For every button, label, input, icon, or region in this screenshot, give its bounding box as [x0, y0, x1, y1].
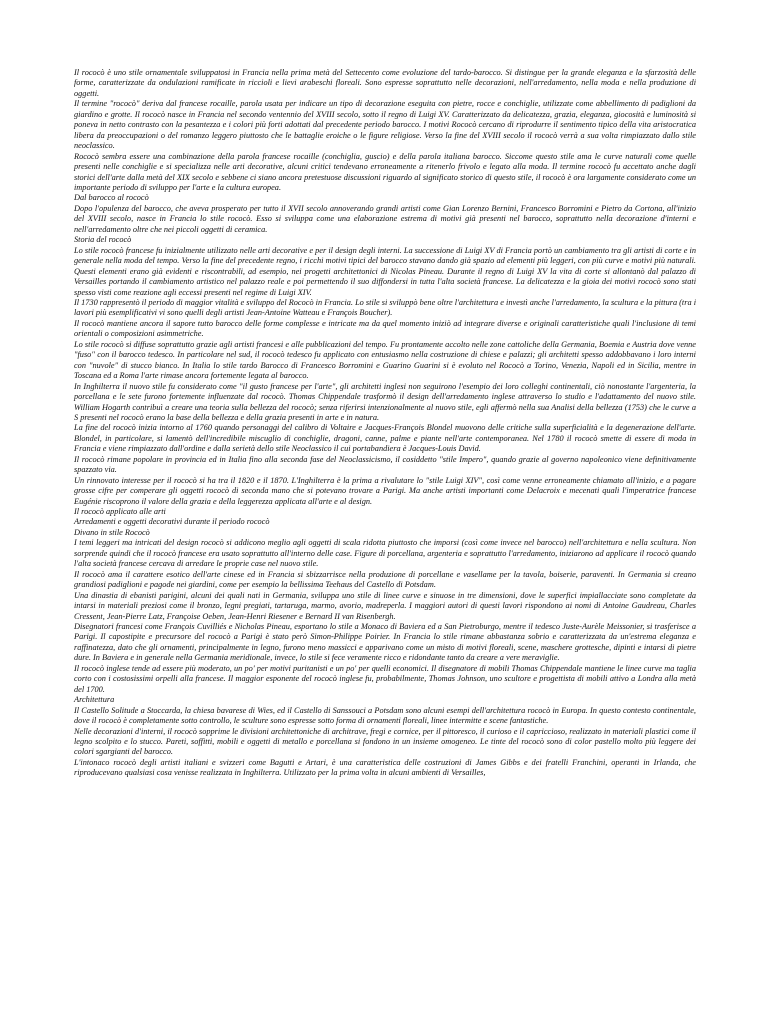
paragraph: Il rococò inglese tende ad essere più moderato, un po' per motivi puritanisti e un po' per quelli economici. Il disegnatore di mobili Thomas Chippendale mantiene le linee curve ma taglia corto con i costosissimi orpelli alla francese. Il maggior esponente del rococò inglese fu, probabilmente, Thomas Johnson, uno scultore e progettista di mobili attivo a Londra alla metà del 1700. — [74, 663, 696, 694]
paragraph: L'intonaco rococò degli artisti italiani e svizzeri come Bagutti e Artari, è una caratteristica delle costruzioni di James Gibbs e dei fratelli Franchini, operanti in Irlanda, che riproducevano qualsiasi cosa venisse realizzata in Inghilterra. Utilizzato per la prima volta in alcuni ambienti di Versailles, — [74, 757, 696, 778]
paragraph: Il rococò è uno stile ornamentale sviluppatosi in Francia nella prima metà del Settecento come evoluzione del tardo-barocco. Si distingue per la grande eleganza e la sfarzosità delle forme, caratterizzate da ondulazioni ramificate in riccioli e lievi arabeschi floreali. Sono espresse soprattutto nelle decorazioni, nell'arredamento, nella moda e nella produzione di oggetti. — [74, 68, 696, 98]
paragraph: Una dinastia di ebanisti parigini, alcuni dei quali nati in Germania, sviluppa uno stile di linee curve e sinuose in tre dimensioni, dove le superfici impiallacciate sono completate da intarsi in materiali preziosi come il bronzo, legni pregiati, tartaruga, marmo, avorio, madreperla. I maggiori autori di questi lavori rispondono ai nomi di Antoine Gaudreau, Charles Cressent, Jean-Pierre Latz, Françoise Oeben, Jean-Henri Riesener e Bernard II van Risenbergh. — [74, 590, 696, 621]
paragraph: I temi leggeri ma intricati del design rococò si addicono meglio agli oggetti di scala ridotta piuttosto che imporsi (così come invece nel barocco) nell'architettura e nella scultura. Non sorprende quindi che il rococò francese era usato soprattutto all'interno delle case. Figure di porcellana, argenteria e soprattutto l'arredamento, iniziarono ad applicare il rococò quando l'alta società francese cercava di arredare le proprie case nel nuovo stile. — [74, 538, 696, 569]
paragraph: Il 1730 rappresentò il periodo di maggior vitalità e sviluppo del Rococò in Francia. Lo stile si sviluppò bene oltre l'architettura e investì anche l'arredamento, la scultura e la pittura (tra i lavori più esemplificativi vi sono quelli degli artisti Jean-Antoine Watteau e François Boucher). — [74, 297, 696, 318]
paragraph: Disegnatori francesi come François Cuvilliés e Nicholas Pineau, esportano lo stile a Monaco di Baviera ed a San Pietroburgo, mentre il tedesco Juste-Aurèle Meissonier, si trasferisce a Parigi. Il capostipite e precursore del rococò a Parigi è stato però Simon-Philippe Poirier. In Francia lo stile rimane abbastanza sobrio e caratterizzata da un'estrema eleganza e raffinatezza, dato che gli ornamenti, principalmente in legno, furono meno massicci e apparivano come un misto di motivi floreali, scene, maschere grottesche, dipinti e intarsi di pietre dure. In Baviera e in generale nella Germania meridionale, invece, lo stile si fece veramente ricco e ridondante tanto da creare a vere meraviglie. — [74, 622, 696, 663]
paragraph: Divano in stile Rococò — [74, 527, 150, 537]
paragraph: Storia del rococò — [74, 235, 132, 245]
document-body — [74, 68, 696, 779]
paragraph: Il termine "rococò" deriva dal francese rocaille, parola usata per indicare un tipo di decorazione eseguita con pietre, rocce e conchiglie, utilizzate come abbellimento di padiglioni da giardino e grotte. Il rococò nasce in Francia nel secondo ventennio del XVIII secolo, sotto il regno di Luigi XV. Caratterizzato da delicatezza, grazia, eleganza, giocosità e luminosità si poneva in netto contrasto con la pesantezza e i colori più forti adottati dal precedente periodo barocco. I motivi Rococò cercano di riprodurre il sentimento tipico della vita aristocratica libera da preoccupazioni o del romanzo leggero piuttosto che le battaglie eroiche o le figure religiose. Verso la fine del XVIII secolo il rococò verrà a sua volta rimpiazzato dallo stile neoclassico. — [74, 99, 696, 151]
paragraph: Architettura — [74, 695, 115, 705]
paragraph: Il Castello Solitude a Stoccarda, la chiesa bavarese di Wies, ed il Castello di Sanssouci a Potsdam sono alcuni esempi dell'architettura rococò in Europa. In questo contesto continentale, dove il rococò è completamente sotto controllo, le sculture sono espresse sotto forma di ornamenti floreali, linee intermitte e scene fantastiche. — [74, 705, 696, 726]
paragraph: Un rinnovato interesse per il rococò si ha tra il 1820 e il 1870. L'Inghilterra è la prima a rivalutare lo "stile Luigi XIV", così come venne erroneamente chiamato all'inizio, e a pagare grosse cifre per comperare gli oggetti rococò di seconda mano che si potevano trovare a Parigi. Ma anche artisti importanti come Delacroix e mecenati quali l'imperatrice francese Eugénie riscoprono il valore della grazia e della leggerezza applicata all'arte e al design. — [74, 475, 696, 506]
paragraph: Il rococò mantiene ancora il sapore tutto barocco delle forme complesse e intricate ma da quel momento iniziò ad integrare diverse e originali caratteristiche quali l'inclusione di temi orientali o composizioni asimmetriche. — [74, 318, 696, 339]
paragraph: Rococò sembra essere una combinazione della parola francese rocaille (conchiglia, guscio) e della parola italiana barocco. Siccome questo stile ama le curve naturali come quelle presenti nelle conchiglie e si specializza nelle arti decorative, alcuni critici tendevano erroneamente a ritenerlo frivolo e legato alla moda. Il termine rococò fu accettato anche dagli storici dell'arte dalla metà del XIX secolo e sebbene ci siano ancora pretestuose discussioni riguardo al significato storico di questo stile, il rococò è ora largamente considerato come un importante periodo di sviluppo per l'arte e la cultura europea. — [74, 151, 696, 192]
paragraph: Dopo l'opulenza del barocco, che aveva prosperato per tutto il XVII secolo annoverando grandi artisti come Gian Lorenzo Bernini, Francesco Borromini e Pietro da Cortona, all'inizio del XVIII secolo, nasce in Francia lo stile rococò. Esso si sviluppa come una elaborazione estrema di motivi già presenti nel barocco, soprattutto nella decorazione d'interni e nell'arredamento oltre che nei piccoli oggetti di ceramica. — [74, 203, 696, 234]
paragraph: Lo stile rococò si diffuse soprattutto grazie agli artisti francesi e alle pubblicazioni del tempo. Fu prontamente accolto nelle zone cattoliche della Germania, Boemia e Austria dove venne "fuso" con il barocco tedesco. In particolare nel sud, il rococò tedesco fu applicato con entusiasmo nella costruzione di chiese e palazzi; gli architetti spesso addobbavano i loro interni con "nuvole" di stucco bianco. In Italia lo stile tardo Barocco di Francesco Borromini e Guarino Guarini si è evoluto nel Rococò a Torino, Venezia, Napoli ed in Sicilia, mentre in Toscana ed a Roma l'arte rimase ancora fortemente legata al barocco. — [74, 339, 696, 381]
paragraph: Nelle decorazioni d'interni, il rococò sopprime le divisioni architettoniche di architrave, fregi e cornice, per il pittoresco, il curioso e il capriccioso, realizzato in materiali plastici come il legno scolpito e lo stucco. Pareti, soffitti, mobili e oggetti di metallo e porcellana si fondono in un insieme omogeneo. Le tinte del rococò sono di color pastello molto più leggere dei colori sgargianti del barocco. — [74, 726, 696, 757]
paragraph: Dal barocco al rococò — [74, 193, 149, 203]
paragraph: Il rococò applicato alle arti — [74, 507, 166, 517]
paragraph: Lo stile rococò francese fu inizialmente utilizzato nelle arti decorative e per il design degli interni. La successione di Luigi XV di Francia portò un cambiamento tra gli artisti di corte e in generale nella moda del tempo. Verso la fine del precedente regno, i ricchi motivi tipici del barocco stavano dando già spazio ad elementi più leggeri, con più curve e motivi più naturali. Questi elementi erano già evidenti e riscontrabili, ad esempio, nei progetti architettonici di Nicolas Pineau. Durante il regno di Luigi XV la vita di corte si allontanò dal palazzo di Versailles portando il cambiamento artistico nel palazzo reale e poi permettendo il suo diffondersi in tutta l'alta società francese. La delicatezza e la gioia dei motivi rococò sono stati spesso visti come reazione agli eccessi presenti nel regime di Luigi XIV. — [74, 245, 696, 297]
paragraph: In Inghilterra il nuovo stile fu considerato come "il gusto francese per l'arte", gli architetti inglesi non seguirono l'esempio dei loro colleghi continentali, ciò nonostante l'argenteria, la porcellana e le sete furono fortemente influenzate dal rococò. Thomas Chippendale trasformò il design dell'arredamento inglese attraverso lo studio e l'adattamento del nuovo stile. William Hogarth contribuì a creare una teoria sulla bellezza del rococò; senza riferirsi intenzionalmente al nuovo stile, egli affermò nella sua Analisi della bellezza (1753) che le curve a S presenti nel rococò erano la base della bellezza e della grazia presenti in arte e in natura. — [74, 381, 696, 422]
paragraph: Il rococò ama il carattere esotico dell'arte cinese ed in Francia si sbizzarrisce nella produzione di porcellane e vasellame per la tavola, boiserie, paraventi. In Germania si creano grandiosi padiglioni e pagode nei giardini, come per esempio la bellissima Teehaus del Castello di Potsdam. — [74, 569, 696, 590]
paragraph: Arredamenti e oggetti decorativi durante il periodo rococò — [74, 517, 270, 527]
paragraph: La fine del rococò inizia intorno al 1760 quando personaggi del calibro di Voltaire e Jacques-François Blondel muovono delle critiche sulla superficialità e la degenerazione dell'arte. Blondel, in particolare, si lamentò dell'incredibile miscuglio di conchiglie, dragoni, canne, palme e piante nell'arte contemporanea. Nel 1780 il rococò smette di essere di moda in Francia e viene rimpiazzato dall'ordine e dalla serietà dello stile Neoclassico il cui portabandiera è Jacques-Louis David. — [74, 423, 696, 454]
paragraph: Il rococò rimane popolare in provincia ed in Italia fino alla seconda fase del Neoclassicismo, il cosiddetto "stile Impero", quando grazie al governo napoleonico viene definitivamente spazzato via. — [74, 454, 696, 475]
